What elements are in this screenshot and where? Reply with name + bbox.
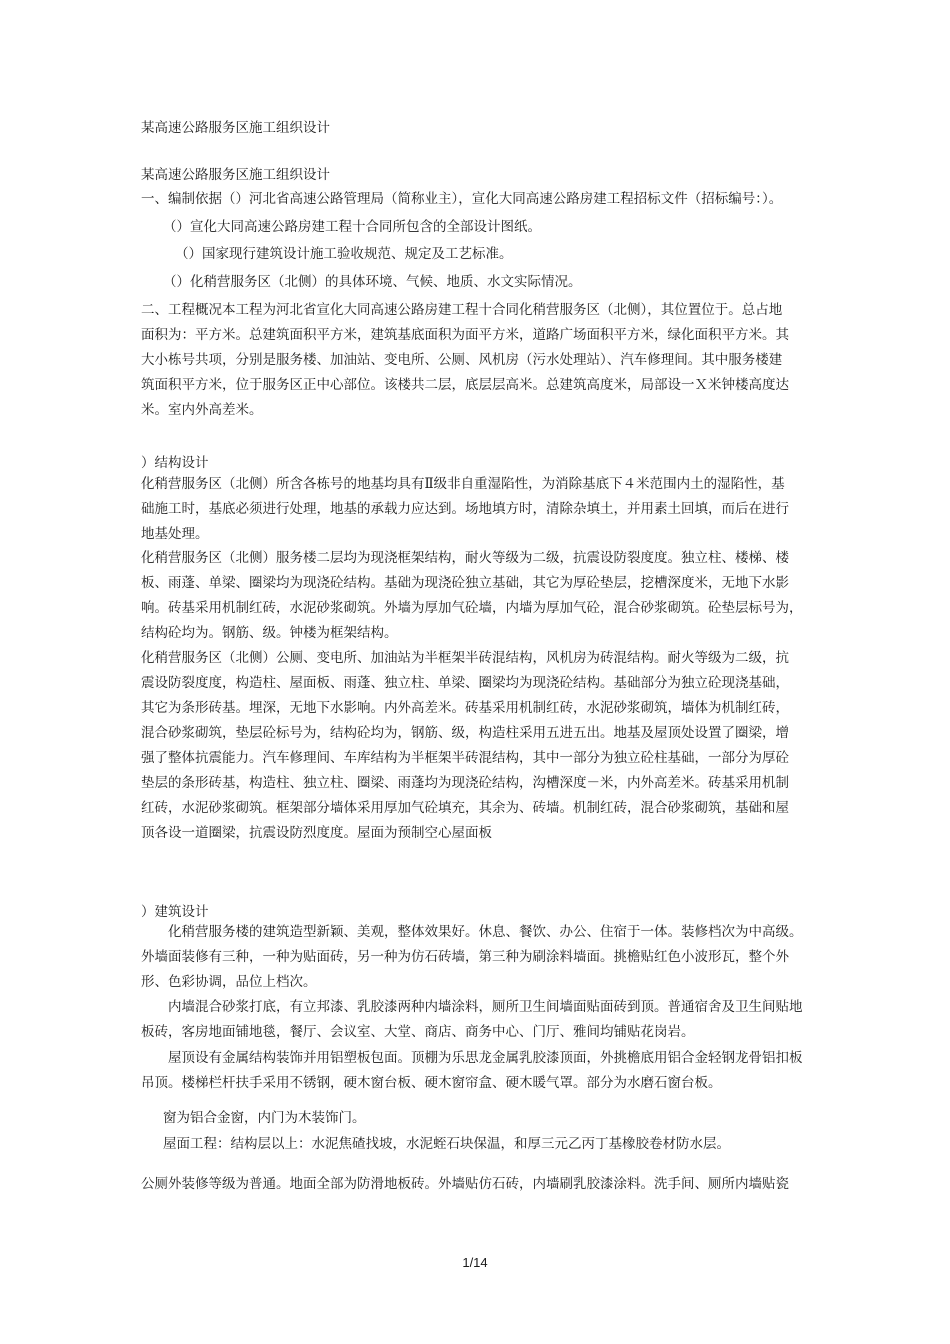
structure-paragraph-1: 化稍营服务区（北侧）所含各栋号的地基均具有Ⅱ级非自重湿陷性，为消除基底下４米范围内土的湿陷性，基 础施工时，基底必须进行处理，地基的承载力应达到。场地填方时，清除杂填土，并用素土回填，而后在进行 地基处理。 (141, 476, 789, 542)
architecture-heading: ）建筑设计 (141, 904, 209, 920)
basis-item-2: （）宣化大同高速公路房建工程十合同所包含的全部设计图纸。 (163, 219, 541, 235)
architecture-paragraph-5: 屋面工程：结构层以上：水泥焦碴找坡，水泥蛭石块保温，和厚三元乙丙丁基橡胶卷材防水层。 (163, 1136, 730, 1152)
structure-paragraph-3: 化稍营服务区（北侧）公厕、变电所、加油站为半框架半砖混结构，风机房为砖混结构。耐火等级为二级，抗 震设防裂度度，构造柱、屋面板、雨蓬、独立柱、单梁、圈梁均为现浇砼结构。基础部分为独立砼现浇基础， 其它为条形砖基。埋深，无地下水影响。内外高差米。砖基采用机制红砖，水泥砂浆砌筑，墙体为机制红砖， 混合砂浆砌筑，垫层砼标号为，结构砼均为，钢筋、级，构造柱采用五进五出。地基及屋顶处设置了圈梁，增 强了整体抗震能力。汽车修理间、车库结构为半框架半砖混结构，其中一部分为独立砼柱基础，一部分为厚砼 垫层的条形砖基，构造柱、独立柱、圈梁、雨蓬均为现浇砼结构，沟槽深度－米，内外高差米。砖基采用机制 红砖，水泥砂浆砌筑。框架部分墙体采用厚加气砼填充，其余为、砖墙。机制红砖，混合砂浆砌筑，基础和屋 顶各设一道圈梁，抗震设防烈度度。屋面为预制空心屋面板 (141, 650, 789, 841)
architecture-paragraph-4: 窗为铝合金窗，内门为木装饰门。 (163, 1110, 366, 1126)
page-number: 1/14 (462, 1255, 488, 1270)
basis-item-4: （）化稍营服务区（北侧）的具体环境、气候、地质、水文实际情况。 (163, 274, 582, 290)
section-title: 某高速公路服务区施工组织设计 (141, 167, 330, 183)
architecture-paragraph-2: 内墙混合砂浆打底，有立邦漆、乳胶漆两种内墙涂料，厕所卫生间墙面贴面砖到顶。普通宿舍及卫生间贴地 板砖，客房地面铺地毯，餐厅、会议室、大堂、商店、商务中心、门厅、雅间均铺贴花岗岩。 (141, 999, 803, 1040)
architecture-paragraph-3: 屋顶设有金属结构装饰并用铝塑板包面。顶棚为乐思龙金属乳胶漆顶面，外挑檐底用铝合金轻钢龙骨铝扣板 吊顶。楼梯栏杆扶手采用不锈钢，硬木窗台板、硬木窗帘盒、硬木暖气罩。部分为水磨石窗台板。 (141, 1050, 803, 1091)
overview-paragraph: 二、工程概况本工程为河北省宣化大同高速公路房建工程十合同化稍营服务区（北侧），其位置位于。总占地 面积为：平方米。总建筑面积平方米，建筑基底面积为面平方米，道路广场面积平方米，绿化面积平方米。其 大小栋号共项，分别是服务楼、加油站、变电所、公厕、风机房（污水处理站）、汽车修理间。其中服务楼建 筑面积平方米，位于服务区正中心部位。该楼共二层，底层层高米。总建筑高度米，局部设一Ｘ米钟楼高度达 米。室内外高差米。 (141, 302, 789, 418)
architecture-paragraph-1: 化稍营服务楼的建筑造型新颖、美观，整体效果好。休息、餐饮、办公、住宿于一体。装修档次为中高级。 外墙面装修有三种，一种为贴面砖，另一种为仿石砖墙，第三种为刷涂料墙面。挑檐贴红色小波形瓦，整个外 形、色彩协调，品位上档次。 (141, 924, 803, 990)
basis-line-1: 一、编制依据（）河北省高速公路管理局（简称业主），宣化大同高速公路房建工程招标文件（招标编号：）。 (141, 191, 783, 207)
structure-heading: ）结构设计 (141, 455, 209, 471)
document-title: 某高速公路服务区施工组织设计 (141, 120, 330, 136)
toilet-paragraph: 公厕外装修等级为普通。地面全部为防滑地板砖。外墙贴仿石砖，内墙刷乳胶漆涂料。洗手间、厕所内墙贴瓷 (141, 1176, 789, 1192)
structure-paragraph-2: 化稍营服务区（北侧）服务楼二层均为现浇框架结构，耐火等级为二级，抗震设防裂度度。独立柱、楼梯、楼 板、雨蓬、单梁、圈梁均为现浇砼结构。基础为现浇砼独立基础，其它为厚砼垫层，挖槽深度米，无地下水影 响。砖基采用机制红砖，水泥砂浆砌筑。外墙为厚加气砼墙，内墙为厚加气砼，混合砂浆砌筑。砼垫层标号为， 结构砼均为。钢筋、级。钟楼为框架结构。 (141, 550, 803, 641)
basis-item-3: （）国家现行建筑设计施工验收规范、规定及工艺标准。 (175, 246, 513, 262)
